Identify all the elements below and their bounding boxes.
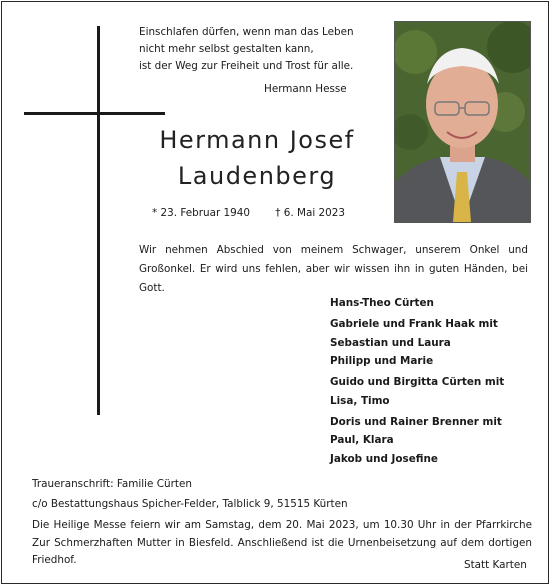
address-line: c/o Bestattungshaus Spicher-Felder, Talblick 9, 51515 Kürten [32,498,348,510]
poem-author: Hermann Hesse [264,83,347,95]
obituary-card [1,1,549,584]
mourner-line: Lisa, Timo [330,394,390,407]
mourning-address [32,474,348,514]
mourner-line: Sebastian und Laura [330,336,451,349]
mourner-group [330,315,530,371]
mourner-line: Philipp und Marie [330,355,434,367]
deceased-name-line2: Laudenberg [177,162,337,190]
farewell-text: Wir nehmen Abschied von meinem Schwager, unserem Onkel und Großonkel. Er wird uns fehlen, aber wir wissen ihn in guten Händen, bei Gott. [139,244,528,294]
mourner-line: Gabriele und Frank Haak mit [330,318,498,330]
mourner-group [330,294,530,313]
poem [139,24,354,75]
poem-line: Einschlafen dürfen, wenn man das Leben [139,26,354,38]
mourner-line: Jakob und Josefine [330,452,438,465]
portrait-photo [394,21,531,223]
mass-announcement: Die Heilige Messe feiern wir am Samstag, dem 20. Mai 2023, um 10.30 Uhr in der Pfarrkirche Zur Schmerzhaften Mutter in Biesfeld. Anschließend ist die Urnenbeisetzung auf dem dortigen Friedhof. [32,519,532,566]
death-date: † 6. Mai 2023 [275,207,345,219]
deceased-name-line1: Hermann Josef [159,126,355,154]
deceased-name [152,122,362,194]
poem-line: ist der Weg zur Freiheit und Trost für alle. [139,60,354,72]
cross-horizontal-bar [24,112,165,115]
mourner-group [330,373,530,410]
cross-vertical-bar [97,26,100,415]
mourner-list [330,294,530,471]
mourner-line: Hans-Theo Cürten [330,297,434,309]
closing-note: Statt Karten [464,559,527,571]
birth-date: * 23. Februar 1940 [152,207,250,219]
address-line: Traueranschrift: Familie Cürten [32,478,192,490]
life-dates [152,207,345,219]
mourner-line: Doris und Rainer Brenner mit [330,415,502,428]
mourner-line: Guido und Birgitta Cürten mit [330,376,505,388]
mourner-group [330,413,530,469]
poem-line: nicht mehr selbst gestalten kann, [139,43,314,55]
mourner-line: Paul, Klara [330,434,394,446]
